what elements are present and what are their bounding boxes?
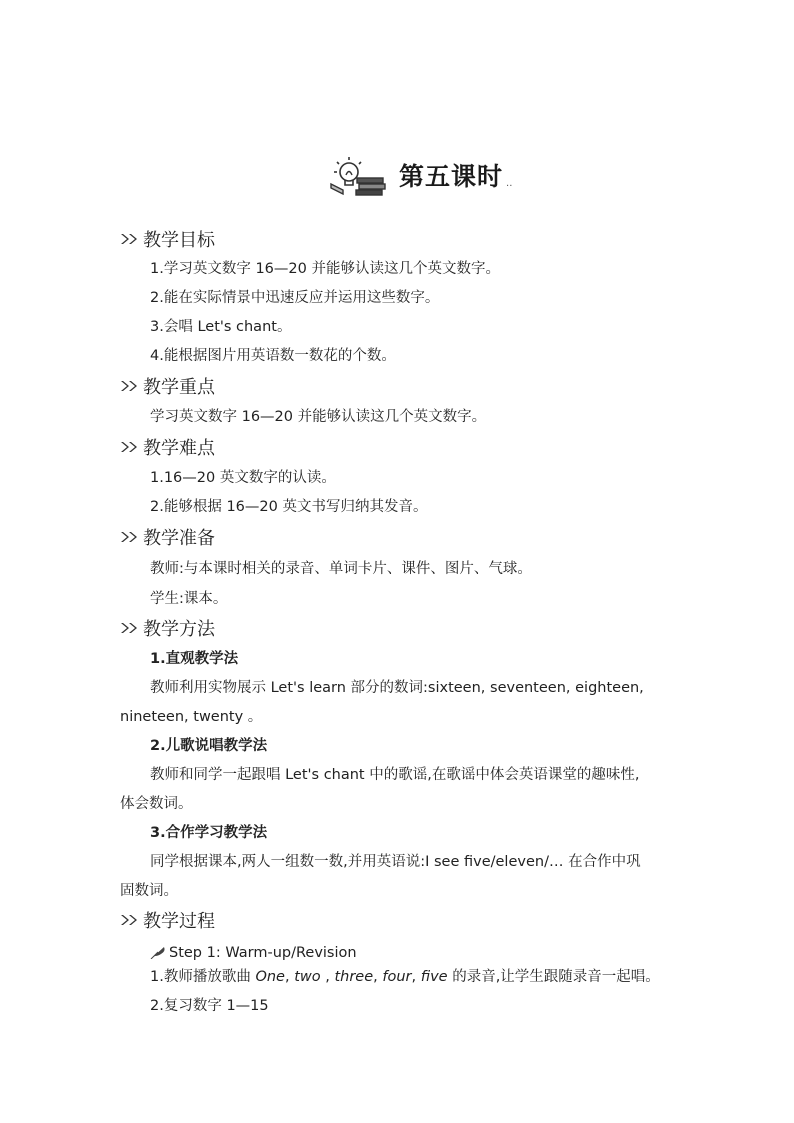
double-chevron-icon [120,914,140,926]
heading-text: 教学方法 [143,619,215,640]
objective-item: 4.能根据图片用英语数一数花的个数。 [150,348,396,364]
heading-difficulties [120,434,215,460]
heading-objectives [120,226,215,252]
double-chevron-icon [120,531,140,543]
method-title: 3.合作学习教学法 [150,825,268,841]
objective-item: 1.学习英文数字 16—20 并能够认读这几个英文数字。 [150,261,500,277]
process-item-prefix: 1.教师播放歌曲 [150,969,256,985]
objective-item: 3.会唱 Let's chant。 [150,319,292,335]
heading-process [120,907,215,933]
difficulty-item: 1.16—20 英文数字的认读。 [150,470,336,486]
difficulty-item: 2.能够根据 16—20 英文书写归纳其发音。 [150,499,428,515]
double-chevron-icon [120,441,140,453]
double-chevron-icon [120,622,140,634]
heading-methods [120,615,215,641]
title-dots: .. [506,177,513,189]
heading-key-points [120,373,215,399]
process-item: 2.复习数字 1—15 [150,998,269,1014]
lesson-title [329,150,512,200]
objective-item: 2.能在实际情景中迅速反应并运用这些数字。 [150,290,440,306]
preparation-teacher: 教师:与本课时相关的录音、单词卡片、课件、图片、气球。 [150,561,532,577]
heading-text: 教学目标 [143,230,215,251]
song-word: five [420,969,448,985]
step-label: Step 1: Warm-up/Revision [169,945,357,961]
process-item-suffix: 的录音,让学生跟随录音一起唱。 [447,969,660,985]
process-item: 1.教师播放歌曲 One, two , three, four, five 的录音,让学生跟随录音一起唱。 [150,969,660,985]
heading-preparation [120,524,215,550]
method-text: nineteen, twenty 。 [120,709,263,725]
method-title: 1.直观教学法 [150,651,239,667]
step-title [150,943,357,963]
heading-text: 教学重点 [143,377,215,398]
double-chevron-icon [120,233,140,245]
double-chevron-icon [120,380,140,392]
method-text: 教师和同学一起跟唱 Let's chant 中的歌谣,在歌谣中体会英语课堂的趣味性, [150,767,640,783]
song-word: two [294,969,321,985]
song-word: four [382,969,412,985]
lightbulb-books-icon [329,154,389,196]
feather-pen-icon [150,945,167,959]
song-word: three [334,969,374,985]
heading-text: 教学过程 [143,911,215,932]
key-points-text: 学习英文数字 16—20 并能够认读这几个英文数字。 [150,409,487,425]
preparation-student: 学生:课本。 [150,591,228,607]
heading-text: 教学难点 [143,438,215,459]
method-title: 2.儿歌说唱教学法 [150,738,268,754]
method-text: 教师利用实物展示 Let's learn 部分的数词:sixteen, seventeen, eighteen, [150,680,644,696]
song-word: One [255,969,285,985]
title-text: 第五课时 [399,162,504,191]
method-text: 固数词。 [120,883,178,899]
method-text: 同学根据课本,两人一组数一数,并用英语说:I see five/eleven/… 在合作中巩 [150,854,641,870]
heading-text: 教学准备 [143,528,215,549]
method-text: 体会数词。 [120,796,193,812]
